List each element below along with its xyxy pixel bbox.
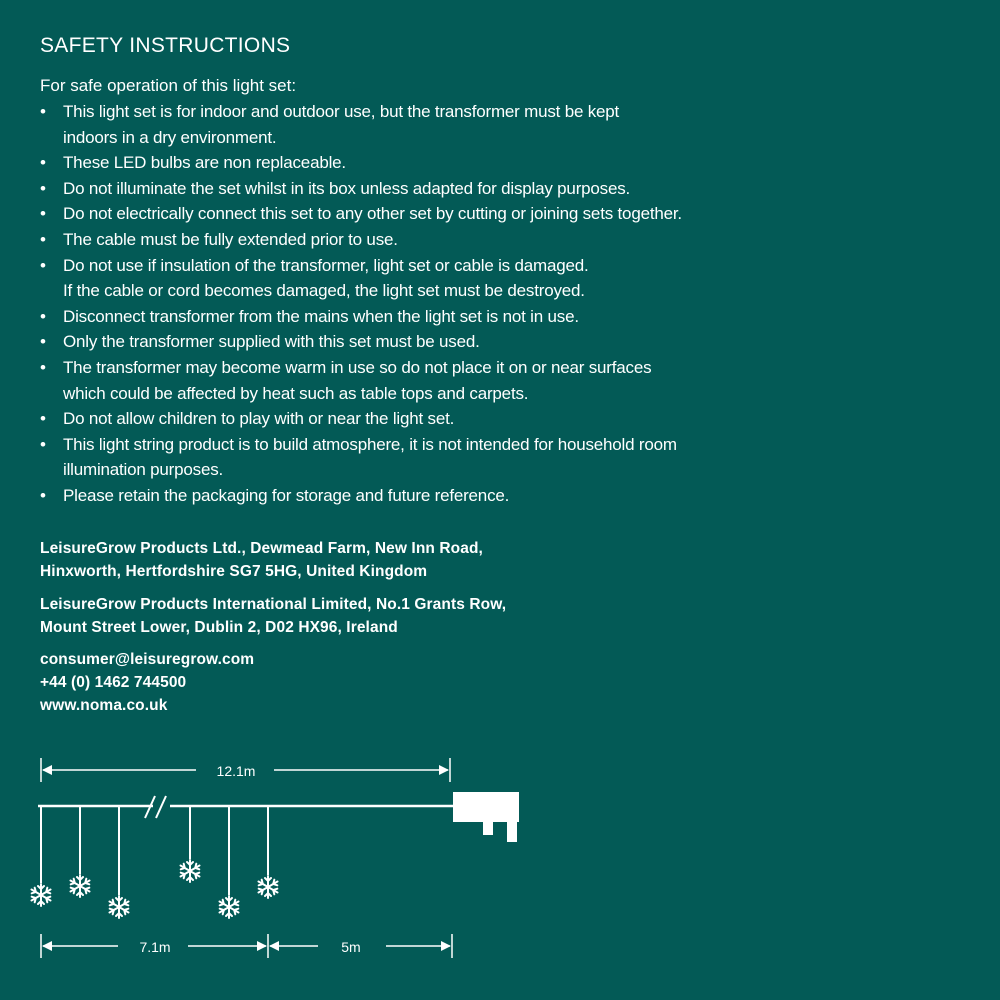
safety-bullet-item xyxy=(40,227,800,253)
bullet-dot-icon: • xyxy=(40,409,46,429)
safety-bullet-item xyxy=(40,176,800,202)
safety-bullet-item xyxy=(40,150,800,176)
bullet-dot-icon: • xyxy=(40,434,46,454)
lead-length-label: 5m xyxy=(341,939,361,955)
safety-bullet-item xyxy=(40,329,800,355)
bullet-dot-icon: • xyxy=(40,204,46,224)
safety-bullet-item xyxy=(40,304,800,330)
bullet-dot-icon: • xyxy=(40,178,46,198)
bullet-text-line: which could be affected by heat such as table tops and carpets. xyxy=(63,383,529,403)
bullet-dot-icon: • xyxy=(40,485,46,505)
snowflake-icon xyxy=(181,860,200,882)
bullet-text-line: If the cable or cord becomes damaged, the light set must be destroyed. xyxy=(63,281,585,301)
company-ie-address xyxy=(40,593,506,639)
contact-details xyxy=(40,648,254,717)
safety-bullet-item xyxy=(40,432,800,483)
bullet-text-line: Please retain the packaging for storage and future reference. xyxy=(63,485,510,505)
bullet-text-line: Disconnect transformer from the mains when the light set is not in use. xyxy=(63,306,579,326)
bullet-dot-icon: • xyxy=(40,306,46,326)
light-set-dimension-diagram xyxy=(0,750,1000,970)
lit-length-dimension xyxy=(41,934,268,958)
contact-website: www.noma.co.uk xyxy=(40,697,168,714)
bullet-text-line: This light string product is to build atmosphere, it is not intended for household room xyxy=(63,434,677,454)
page-title: SAFETY INSTRUCTIONS xyxy=(40,34,291,57)
bullet-dot-icon: • xyxy=(40,102,46,121)
address-line: LeisureGrow Products Ltd., Dewmead Farm, New Inn Road, xyxy=(40,540,483,557)
lead-length-dimension xyxy=(269,934,452,958)
lit-length-label: 7.1m xyxy=(139,939,171,955)
contact-email: consumer@leisuregrow.com xyxy=(40,651,255,668)
bullet-text-line: Do not use if insulation of the transformer, light set or cable is damaged. xyxy=(63,255,589,275)
safety-bullet-item xyxy=(40,355,800,406)
safety-bullet-item xyxy=(40,201,800,227)
snowflake-icon xyxy=(259,876,278,898)
bullet-text-line: The cable must be fully extended prior to use. xyxy=(63,229,398,249)
bullet-text-line: illumination purposes. xyxy=(63,460,224,480)
safety-bullet-item xyxy=(40,483,800,509)
safety-bullet-item xyxy=(40,406,800,432)
light-drop xyxy=(110,806,129,918)
snowflake-icon xyxy=(32,884,51,906)
bullet-text-line: indoors in a dry environment. xyxy=(63,127,277,147)
bullet-dot-icon: • xyxy=(40,229,46,249)
bullet-text-line: This light set is for indoor and outdoor use, but the transformer must be kept xyxy=(63,102,620,121)
bullet-dot-icon: • xyxy=(40,357,46,377)
intro-text: For safe operation of this light set: xyxy=(40,76,297,95)
bullet-dot-icon: • xyxy=(40,153,46,173)
safety-bullet-item xyxy=(40,99,800,150)
bullet-text-line: The transformer may become warm in use so do not place it on or near surfaces xyxy=(63,357,652,377)
light-drop xyxy=(32,806,51,906)
address-line: LeisureGrow Products International Limited, No.1 Grants Row, xyxy=(40,596,507,613)
snowflake-icon xyxy=(110,896,129,918)
light-drop xyxy=(259,806,278,898)
light-drop xyxy=(220,806,239,918)
company-uk-address xyxy=(40,537,483,583)
light-cable xyxy=(38,796,454,818)
safety-bullet-item xyxy=(40,253,800,304)
total-length-label: 12.1m xyxy=(216,763,256,779)
contact-phone: +44 (0) 1462 744500 xyxy=(40,674,187,691)
transformer-plug-icon xyxy=(453,792,519,842)
snowflake-icon xyxy=(220,896,239,918)
bullet-text-line: Do not allow children to play with or near the light set. xyxy=(63,409,455,429)
address-line: Mount Street Lower, Dublin 2, D02 HX96, Ireland xyxy=(40,619,398,636)
snowflake-icon xyxy=(71,875,90,897)
bullet-text-line: Only the transformer supplied with this set must be used. xyxy=(63,332,480,352)
light-drop xyxy=(181,806,200,882)
bullet-dot-icon: • xyxy=(40,332,46,352)
bullet-dot-icon: • xyxy=(40,255,46,275)
bullet-text-line: Do not illuminate the set whilst in its box unless adapted for display purposes. xyxy=(63,178,631,198)
light-drop xyxy=(71,806,90,897)
total-length-dimension xyxy=(41,758,450,782)
safety-bullet-list xyxy=(40,99,800,509)
bullet-text-line: Do not electrically connect this set to any other set by cutting or joining sets together. xyxy=(63,204,682,224)
address-line: Hinxworth, Hertfordshire SG7 5HG, United Kingdom xyxy=(40,563,428,580)
bullet-text-line: These LED bulbs are non replaceable. xyxy=(63,153,346,173)
